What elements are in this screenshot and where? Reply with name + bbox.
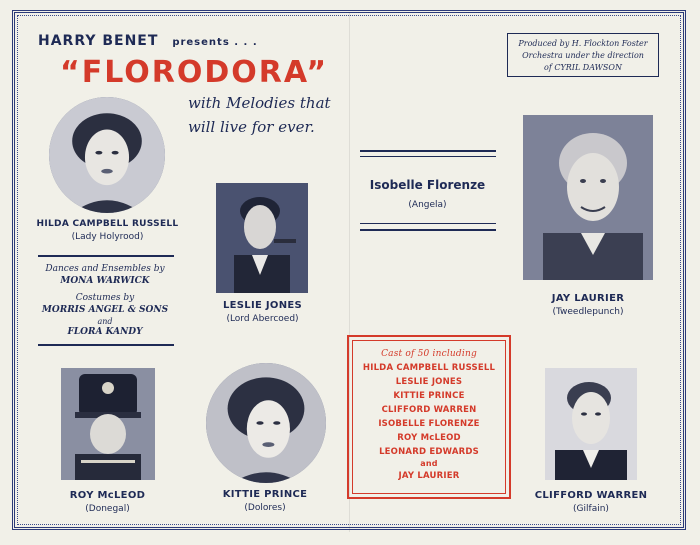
isobelle-rule-top [360,150,496,152]
kittie-name: KITTIE PRINCE [222,489,308,500]
photo-roy [61,368,155,480]
cast-member-last: JAY LAURIER [398,471,460,481]
hilda-role: (Lady Holyrood) [71,232,144,242]
photo-hilda [49,97,165,213]
photo-clifford [545,368,637,480]
isobelle-name: Isobelle Florenze [369,178,486,192]
isobelle-rule-top-2 [360,156,496,157]
isobelle-rule-bottom [360,223,496,224]
isobelle-role: (Angela) [408,200,447,210]
production-line-3: of CYRIL DAWSON [544,63,622,72]
cast-heading: Cast of 50 including [381,349,477,359]
leslie-role: (Lord Abercoed) [226,314,299,324]
kittie-role: (Dolores) [244,503,286,513]
credits-rule-bottom [38,344,174,346]
cast-member: KITTIE PRINCE [393,391,465,401]
show-title: “FLORODORA” [60,55,329,90]
cast-member: HILDA CAMPBELL RUSSELL [362,363,496,373]
costumes-label: Costumes by [75,293,135,303]
cast-member: LESLIE JONES [395,377,463,387]
photo-jay [523,115,653,280]
costumes-by-2: FLORA KANDY [67,327,143,337]
cast-member: ROY McLEOD [397,433,461,443]
dances-by: MONA WARWICK [60,276,150,286]
production-note-box [507,33,659,77]
cast-member: LEONARD EDWARDS [379,447,479,457]
tagline-line-1: with Melodies that [188,94,331,112]
roy-name: ROY McLEOD [69,490,146,501]
isobelle-rule-bottom-2 [360,229,496,231]
hilda-name: HILDA CAMPBELL RUSSELL [36,219,179,229]
jay-role: (Tweedlepunch) [552,307,624,317]
jay-name: JAY LAURIER [551,293,625,304]
roy-role: (Donegal) [85,504,130,514]
photo-leslie [216,183,308,293]
costumes-and: and [97,317,113,326]
dances-label: Dances and Ensembles by [45,264,165,274]
cast-box [347,335,511,499]
presenter-name: HARRY BENET [38,33,159,49]
presents-text: presents . . . [172,37,258,48]
costumes-by: MORRIS ANGEL & SONS [41,305,169,315]
tagline-line-2: will live for ever. [188,118,315,136]
clifford-name: CLIFFORD WARREN [534,490,648,501]
cast-member: CLIFFORD WARREN [381,405,477,415]
clifford-role: (Gilfain) [573,504,609,514]
leslie-name: LESLIE JONES [222,300,303,311]
photo-kittie [206,363,326,483]
cast-and: and [420,459,438,468]
production-line-2: Orchestra under the direction [522,51,644,60]
production-line-1: Produced by H. Flockton Foster [518,39,648,48]
credits-rule-top [38,255,174,257]
cast-member: ISOBELLE FLORENZE [378,419,480,429]
